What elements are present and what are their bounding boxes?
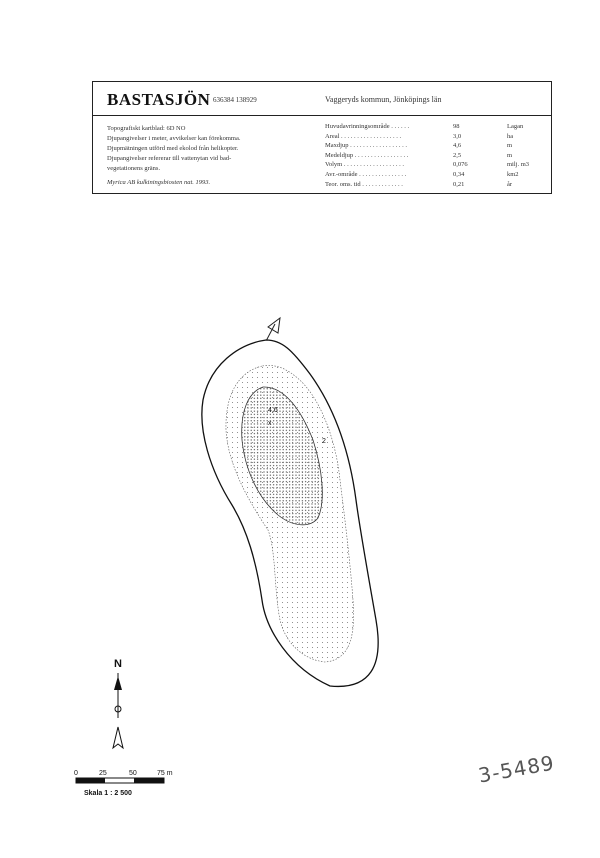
stat-value: 4,6 xyxy=(453,142,462,150)
stat-unit: km2 xyxy=(507,170,519,178)
lake-name: BASTASJÖN xyxy=(107,90,211,109)
stat-label: Maxdjup . . . . . . . . . . . . . . . . . . xyxy=(325,142,407,150)
lake-coordinates: 636384 138929 xyxy=(213,96,257,104)
handwritten-note: 3-5489 xyxy=(476,750,557,788)
inlet-arrow-icon xyxy=(265,318,280,343)
stat-label: Teor. oms. tid . . . . . . . . . . . . . xyxy=(325,180,403,188)
stat-value: 3,0 xyxy=(453,132,462,140)
north-label: N xyxy=(114,658,122,670)
stat-label: Huvudavrinningsområde . . . . . . xyxy=(325,123,410,130)
municipality: Vaggeryds kommun, Jönköpings län xyxy=(325,95,442,104)
scale-label: Skala 1 : 2 500 xyxy=(84,790,132,797)
scale-tick: 75 m xyxy=(157,770,173,777)
stat-label: Medeldjup . . . . . . . . . . . . . . . . . xyxy=(325,151,409,159)
stat-unit: milj. m3 xyxy=(507,161,530,169)
stat-unit: ha xyxy=(507,132,514,140)
scale-tick: 0 xyxy=(74,770,78,777)
note-line: Djupangivelser refererar till vattenytan vid bad- xyxy=(107,155,232,162)
scale-tick: 25 xyxy=(99,770,107,777)
note-line: vegetationens gräns. xyxy=(107,165,161,172)
stat-value: 0,34 xyxy=(453,170,465,178)
stat-value: 98 xyxy=(453,123,460,130)
stat-unit: m xyxy=(507,142,513,150)
scale-bar xyxy=(74,770,173,797)
contour-label: 2 xyxy=(322,438,326,445)
stat-unit: m xyxy=(507,151,513,159)
stat-value: 2,5 xyxy=(453,151,462,159)
stat-label: Volym . . . . . . . . . . . . . . . . . . . xyxy=(325,161,404,169)
stat-label: Avr.-område . . . . . . . . . . . . . . . xyxy=(325,170,407,178)
stat-unit: år xyxy=(507,180,513,188)
note-line: Topografiskt kartblad: 6D NO xyxy=(107,125,186,132)
max-depth-marker-icon: x xyxy=(268,420,272,427)
note-line: Djupmätningen utförd med ekolod från helikopter. xyxy=(107,145,239,152)
scale-tick: 50 xyxy=(129,770,137,777)
stat-unit: Lagan xyxy=(507,123,524,130)
stat-value: 0,076 xyxy=(453,161,468,169)
survey-credit: Myrica AB kulkiningsbiosten nat. 1993. xyxy=(107,179,211,186)
stat-value: 0,21 xyxy=(453,180,465,188)
note-line: Djupangivelser i meter, avvikelser kan förekomma. xyxy=(107,135,241,142)
max-depth-label: 4,6 xyxy=(268,407,278,414)
north-arrow-icon xyxy=(113,658,123,748)
stat-label: Areal . . . . . . . . . . . . . . . . . . . xyxy=(325,132,402,140)
